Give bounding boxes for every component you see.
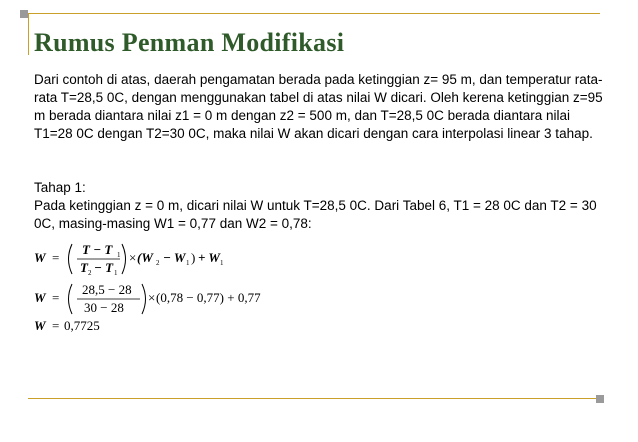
eq2-times: × [148, 290, 156, 305]
eq1-times: × [129, 250, 137, 265]
bottom-corner-marker [596, 395, 604, 403]
eq1-rhs-minus: − W [163, 250, 186, 265]
eq3-lhs: W [34, 318, 46, 333]
top-corner-marker [20, 10, 28, 18]
step-heading: Tahap 1: [34, 180, 86, 195]
slide-title: Rumus Penman Modifikasi [34, 28, 345, 57]
equation-result [34, 318, 334, 334]
equation-general-svg [34, 240, 334, 278]
eq1-right-paren [122, 244, 126, 274]
eq2-denominator: 30 − 28 [84, 300, 124, 315]
step-block [34, 179, 604, 233]
intro-paragraph: Dari contoh di atas, daerah pengamatan berada pada ketinggian z= 95 m, dan temperatur rata-rata T=28,5 0C, dengan menggunakan tabel di atas nilai W dicari. Oleh kerena ketinggian z=95 m berada diantara nilai z1 = 0 m dengan z2 = 500 m, dan T=28,5 0C berada diantara nilai T1=28 0C dengan T2=30 0C, maka nilai W akan dicari dengan cara interpolasi linear 3 tahap. [34, 72, 603, 141]
eq1-numerator: T − T [82, 242, 113, 257]
eq1-left-paren [69, 244, 73, 274]
eq1-plus-sub: 1 [220, 259, 224, 267]
eq1-rhs-sub2: 2 [156, 259, 160, 267]
eq1-rhs-open: (W [137, 250, 153, 265]
title-side-line [28, 13, 29, 55]
eq1-equals: = [52, 250, 60, 265]
eq2-lhs: W [34, 290, 46, 305]
bottom-divider-line [28, 398, 600, 399]
step-paragraph: Pada ketinggian z = 0 m, dicari nilai W untuk T=28,5 0C. Dari Tabel 6, T1 = 28 0C dan T2 = 30 0C, masing-masing W1 = 0,77 dan W2 = 0,78: [34, 198, 597, 231]
eq1-rhs-close: ) [191, 250, 196, 265]
eq1-den-a-sub: 2 [88, 269, 92, 277]
eq3-equals: = [52, 318, 60, 333]
eq1-den-b: − T [94, 260, 114, 275]
eq1-plus: + W [198, 250, 220, 265]
eq3-value: 0,7725 [64, 318, 100, 333]
eq2-left-paren [69, 284, 73, 314]
eq1-lhs: W [34, 250, 46, 265]
eq1-rhs-sub1: 1 [186, 259, 190, 267]
eq1-den-a: T [80, 260, 88, 275]
equation-substituted-svg [34, 282, 334, 316]
eq2-numerator: 28,5 − 28 [82, 282, 132, 297]
top-divider-line [28, 13, 600, 14]
eq2-rhs: (0,78 − 0,77) + 0,77 [156, 290, 261, 305]
equation-substituted [34, 282, 334, 316]
equation-result-svg [34, 318, 334, 334]
eq2-right-paren [142, 284, 146, 314]
eq1-numerator-sub: 1 [117, 251, 121, 259]
eq1-den-b-sub: 1 [114, 269, 118, 277]
eq2-equals: = [52, 290, 60, 305]
equation-general [34, 240, 334, 278]
